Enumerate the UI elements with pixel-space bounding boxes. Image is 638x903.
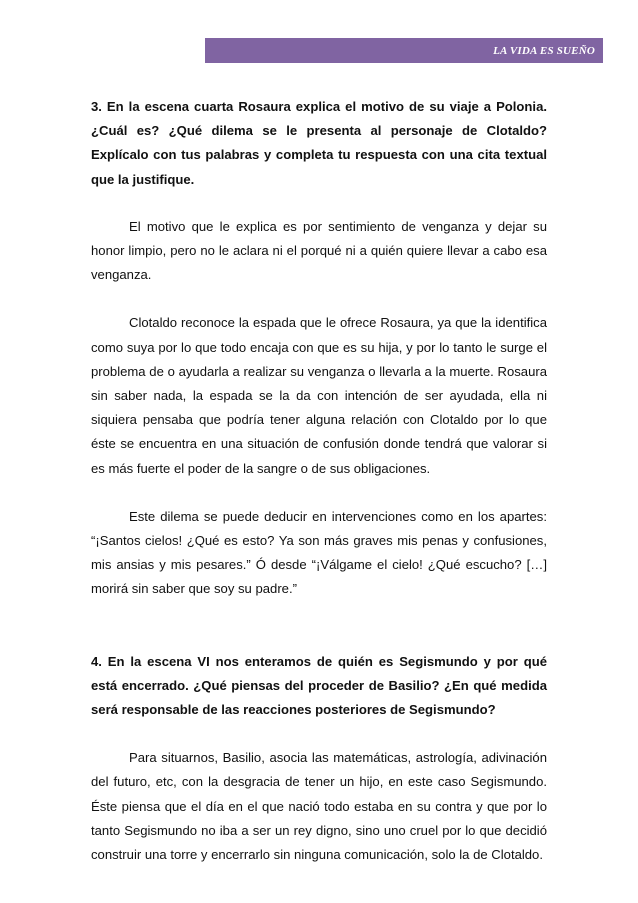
answer-3-paragraph-2: Clotaldo reconoce la espada que le ofrece Rosaura, ya que la identifica como suya por lo que todo encaja con que es su hija, y por lo tanto le surge el problema de o ayudarla a realizar su venganza o llevarla a la muerte. Rosaura sin saber nada, la espada se la da con intención de ser ayudada, ella ni siquiera pensaba que podría tener alguna relación con Clotaldo por lo que éste se encuentra en una situación de confusión donde tendrá que valorar si es más fuerte el poder de la sangre o de sus obligaciones. bbox=[91, 315, 547, 476]
question-3: 3. En la escena cuarta Rosaura explica el motivo de su viaje a Polonia. ¿Cuál es? ¿Qué dilema se le presenta al personaje de Clotaldo? Explícalo con tus palabras y completa tu respuesta con una cita textual que la justifique. bbox=[91, 99, 547, 187]
answer-3-paragraph-3: Este dilema se puede deducir en intervenciones como en los apartes: “¡Santos cielos! ¿Qué es esto? Ya son más graves mis penas y confusiones, mis ansias y mis pesares.” Ó desde “¡Válgame el cielo! ¿Qué escucho? […] morirá sin saber que soy su padre.” bbox=[91, 508, 547, 597]
document-body bbox=[91, 95, 547, 867]
header-title: LA VIDA ES SUEÑO bbox=[493, 44, 595, 57]
answer-4-paragraph-1: Para situarnos, Basilio, asocia las matemáticas, astrología, adivinación del futuro, etc, con la desgracia de tener un hijo, en este caso Segismundo. Éste piensa que el día en el que nació todo estaba en su contra y que por lo tanto Segismundo no iba a ser un rey digno, sino uno cruel por lo que decidió construir una torre y encerrarlo sin ninguna comunicación, solo la de Clotaldo. bbox=[91, 750, 547, 863]
question-4: 4. En la escena VI nos enteramos de quién es Segismundo y por qué está encerrado. ¿Qué piensas del proceder de Basilio? ¿En qué medida será responsable de las reacciones posteriores de Segismundo? bbox=[91, 653, 547, 718]
header-bar bbox=[205, 38, 603, 63]
answer-3-paragraph-1: El motivo que le explica es por sentimiento de venganza y dejar su honor limpio, pero no le aclara ni el porqué ni a quién quiere llevar a cabo esa venganza. bbox=[91, 218, 547, 283]
